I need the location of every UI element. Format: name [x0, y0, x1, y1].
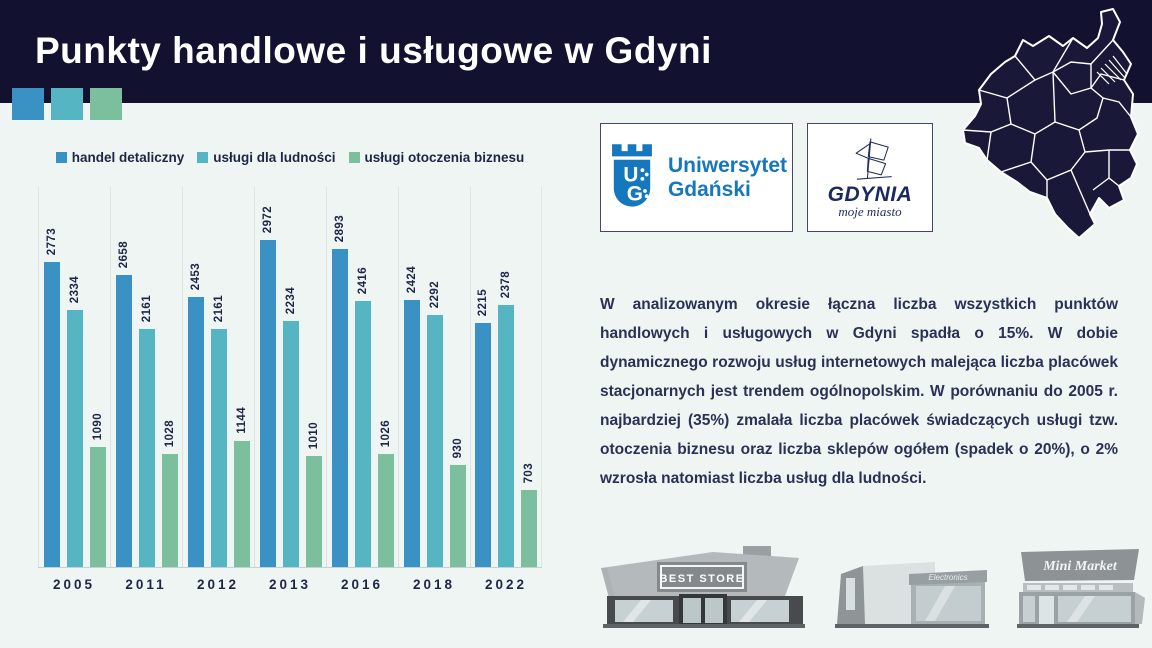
mini-market-sign: Mini Market: [1043, 559, 1117, 574]
bar-value-label: 1010: [307, 421, 320, 449]
bar: [116, 275, 132, 567]
legend-item: [349, 150, 525, 165]
bar-column: [475, 187, 491, 567]
bar-value-label: 2161: [212, 294, 225, 322]
bar: [378, 454, 394, 567]
ug-logo-text: [668, 154, 787, 201]
bar-column: [139, 187, 155, 567]
bar-column: [67, 187, 83, 567]
accent-squares: [12, 88, 122, 120]
electronics-sign: Electronics: [928, 573, 968, 582]
bar-value-label: 1144: [235, 407, 248, 434]
bar-value-label: 2378: [500, 270, 512, 298]
bar-value-label: 1026: [379, 419, 392, 447]
bar: [283, 321, 299, 567]
bar-column: [427, 187, 443, 567]
bar-chart: [38, 150, 542, 592]
bar-value-label: 2292: [428, 280, 441, 308]
bar-value-label: 2893: [333, 214, 346, 242]
bar-column: [283, 187, 299, 567]
bar-column: [260, 187, 276, 567]
bar-value-label: 2334: [68, 275, 81, 303]
x-axis-label: 2013: [268, 577, 312, 592]
logos-row: [600, 123, 933, 232]
bar-column: [450, 187, 466, 567]
bar: [427, 315, 443, 567]
bar-value-label: 2215: [477, 288, 489, 316]
bar-group-2016: [326, 187, 398, 567]
bar: [67, 310, 83, 567]
gdynia-logo-name: GDYNIA: [827, 183, 913, 206]
bar-group-2012: [182, 187, 254, 567]
bar-column: [211, 187, 227, 567]
legend-label: usługi dla ludności: [213, 150, 336, 165]
ug-logo-line1: Uniwersytet: [667, 153, 788, 177]
summary-paragraph: W analizowanym okresie łączna liczba wszystkich punktów handlowych i usługowych w Gdyni spadła o 15%. W dobie dynamicznego rozwoju usług internetowych malejąca liczba placówek stacjonarnych jest trendem ogólnopolskim. W porównaniu do 2005 r. najbardziej (35%) zmalała liczba placówek świadczących usługi tzw. otoczenia biznesu oraz liczba sklepów ogółem (spadek o 20%), o 2% wzrosła natomiast liczba usług dla ludności.: [600, 296, 1118, 487]
legend-label: usługi otoczenia biznesu: [364, 150, 525, 165]
sailing-ship-icon: [831, 135, 909, 187]
bar: [355, 301, 371, 567]
bar-value-label: 703: [523, 462, 535, 483]
accent-square-teal: [51, 88, 83, 120]
bar-column: [498, 187, 514, 567]
bar-value-label: 1028: [163, 419, 176, 447]
bar: [260, 240, 276, 567]
bar: [90, 447, 106, 567]
gdynia-districts-map: [951, 2, 1151, 240]
bar: [188, 297, 204, 567]
svg-text:G: G: [626, 182, 643, 206]
bar-group-2013: [254, 187, 326, 567]
bar: [162, 454, 178, 567]
ug-shield-icon: [606, 142, 658, 214]
svg-text:U: U: [623, 162, 639, 186]
x-axis-label: 2005: [52, 577, 96, 592]
bar: [211, 329, 227, 567]
accent-square-green: [90, 88, 122, 120]
legend-label: handel detaliczny: [71, 150, 185, 165]
legend-swatch: [349, 152, 360, 163]
ug-logo-line2: Gdański: [667, 177, 751, 201]
bar-column: [355, 187, 371, 567]
x-axis-label: 2011: [125, 577, 167, 592]
bar-group-2018: [398, 187, 470, 567]
legend-swatch: [56, 152, 67, 163]
x-axis-label: 2012: [196, 577, 240, 592]
bar-column: [378, 187, 394, 567]
bar: [139, 329, 155, 567]
bar-column: [404, 187, 420, 567]
mini-market-illustration: [1017, 549, 1145, 628]
best-store-sign: BEST STORE: [659, 573, 745, 585]
bar-value-label: 2658: [117, 240, 130, 268]
legend-item: [56, 150, 185, 165]
bar-column: [332, 187, 348, 567]
bar-column: [234, 187, 250, 567]
bar-column: [116, 187, 132, 567]
chart-legend: [38, 150, 542, 165]
electronics-store-illustration: [835, 562, 989, 628]
bar-group-2005: [38, 187, 110, 567]
bar-value-label: 2424: [405, 265, 418, 293]
bar: [44, 262, 60, 567]
bar-column: [306, 187, 322, 567]
gdynia-logo-tagline: moje miasto: [838, 204, 902, 219]
bar: [498, 305, 514, 567]
bar-column: [162, 187, 178, 567]
x-axis-label: 2022: [484, 577, 528, 592]
bar-value-label: 2773: [45, 227, 58, 255]
gdynia-city-logo: [807, 123, 933, 232]
university-gdansk-logo: [600, 123, 793, 232]
bar: [234, 441, 250, 567]
bar-group-2022: [470, 187, 542, 567]
best-store-illustration: [601, 546, 805, 628]
bar-value-label: 2972: [261, 205, 274, 233]
page-title: Punkty handlowe i usługowe w Gdyni: [35, 30, 712, 71]
bar-group-2011: [110, 187, 182, 567]
bar-value-label: 1090: [91, 412, 104, 440]
map-outline: [963, 9, 1138, 238]
bar: [306, 456, 322, 567]
bar: [404, 300, 420, 567]
bar-column: [521, 187, 537, 567]
bar-chart-plot: [38, 187, 542, 568]
bar-value-label: 2453: [189, 262, 202, 290]
bar-value-label: 2416: [356, 266, 369, 294]
chart-x-axis-labels: [38, 568, 542, 592]
x-axis-label: 2018: [412, 577, 456, 592]
bar: [521, 490, 537, 567]
legend-swatch: [197, 152, 208, 163]
bar-value-label: 930: [451, 437, 464, 458]
legend-item: [197, 150, 335, 165]
bar-value-label: 2234: [284, 286, 297, 314]
bar-column: [90, 187, 106, 567]
accent-square-blue: [12, 88, 44, 120]
bar-column: [44, 187, 60, 567]
x-axis-label: 2016: [340, 577, 384, 592]
store-illustrations: [593, 538, 1145, 638]
bar: [332, 249, 348, 567]
bar: [475, 323, 491, 567]
bar-value-label: 2161: [140, 294, 153, 322]
bar: [450, 465, 466, 567]
bar-column: [188, 187, 204, 567]
